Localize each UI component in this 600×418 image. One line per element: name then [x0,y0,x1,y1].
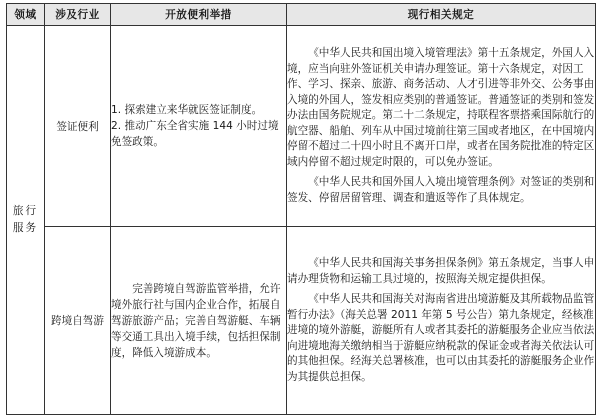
policy-table [6,3,596,415]
table-header-row [7,4,596,26]
table-row [7,227,596,415]
table-row [7,26,596,227]
domain-cell [7,26,45,415]
header-domain: 领域 [7,4,45,26]
measure-line: 2. 推动广东全省实施 144 小时过境免签政策。 [111,120,279,148]
industry-cell: 跨境自驾游 [45,227,111,415]
rule-paragraph: 《中华人民共和国海关事务担保条例》第五条规定，当事人申请办理货物和运输工具过境的，按照海关规定提供担保。 [287,257,595,285]
measure-text: 完善跨境自驾游监管举措，允许境外旅行社与国内企业合作，拓展自驾游旅游产品；完善自驾游艇、车辆等交通工具出入境手续，包括担保制度，降低入境游成本。 [111,282,281,359]
rule-paragraph: 《中华人民共和国外国人入境出境管理条例》对签证的类别和签发、停留居留管理、调查和遣返等作了具体规定。 [287,176,595,204]
rule-paragraph: 《中华人民共和国海关对海南省进出境游艇及其所载物品监管暂行办法》（海关总署 2011 年第 5 号公告）第九条规定，经核准进境的境外游艇，游艇所有人或者其委托的游艇服务企业应当依法向进境地海关缴纳相当于游艇应纳税款的保证金或者海关依法认可的其他担保。经海关总署核准，也可以由其委托的游艇服务企业作为其提供总担保。 [287,293,595,383]
header-measure: 开放便利举措 [111,4,287,26]
measure-cell [111,26,287,227]
rule-paragraph: 《中华人民共和国出境入境管理法》第十五条规定，外国人入境，应当向驻外签证机关申请办理签证。第十六条规定，对因工作、学习、探亲、旅游、商务活动、人才引进等非外交、公务事由入境的外国人，签发相应类别的普通签证。普通签证的类别和签发办法由国务院规定。第二十二条规定，持联程客票搭乘国际航行的航空器、船舶、列车从中国过境前往第三国或者地区，在中国境内停留不超过二十四小时且不离开口岸，或者在国务院批准的特定区域内停留不超过规定时限的，可以免办签证。 [287,47,595,168]
measure-cell [111,227,287,415]
rule-cell [287,227,596,415]
domain-label-line: 服务 [12,222,39,234]
domain-label-line: 旅行 [12,205,39,217]
header-rule: 现行相关规定 [287,4,596,26]
measure-line: 1. 探索建立来华就医签证制度。 [111,104,263,116]
industry-cell: 签证便利 [45,26,111,227]
header-industry: 涉及行业 [45,4,111,26]
rule-cell [287,26,596,227]
